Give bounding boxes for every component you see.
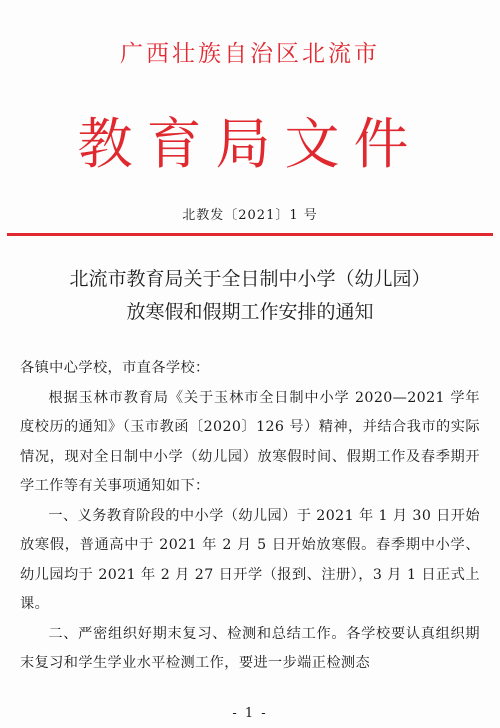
salutation: 各镇中心学校，市直各学校： — [20, 360, 210, 376]
issuer-region: 广西壮族自治区北流市 — [120, 41, 380, 67]
red-separator-line — [7, 233, 493, 236]
notice-title — [0, 263, 500, 329]
issuer-name: 教育局文件 — [77, 112, 423, 176]
body-paragraph-3: 二、严密组织好期末复习、检测和总结工作。各学校要认真组织期末复习和学生学业水平检测工作，要进一步端正检测态 — [20, 625, 480, 671]
body-paragraph-2: 一、义务教育阶段的中小学（幼儿园）于 2021 年 1 月 30 日开始放寒假，普通高中于 2021 年 2 月 5 日开始放寒假。春季期中小学、幼儿园均于 2021 年 2 月 27 日开学（报到、注册），3 月 1 日正式上课。 — [20, 507, 480, 612]
document-number: 北教发〔2021〕1 号 — [182, 208, 318, 223]
body-paragraph-1: 根据玉林市教育局《关于玉林市全日制中小学 2020—2021 学年度校历的通知》（玉市教函〔2020〕126 号）精神，并结合我市的实际情况，现对全日制中小学（幼儿园）放寒假时间、假期工作及春季期开学工作等有关事项通知如下： — [20, 389, 480, 494]
notice-body — [20, 354, 480, 679]
notice-title-line-2: 放寒假和假期工作安排的通知 — [126, 301, 374, 323]
notice-title-line-1: 北流市教育局关于全日制中小学（幼儿园） — [69, 268, 431, 290]
page-number: - 1 - — [232, 706, 268, 721]
